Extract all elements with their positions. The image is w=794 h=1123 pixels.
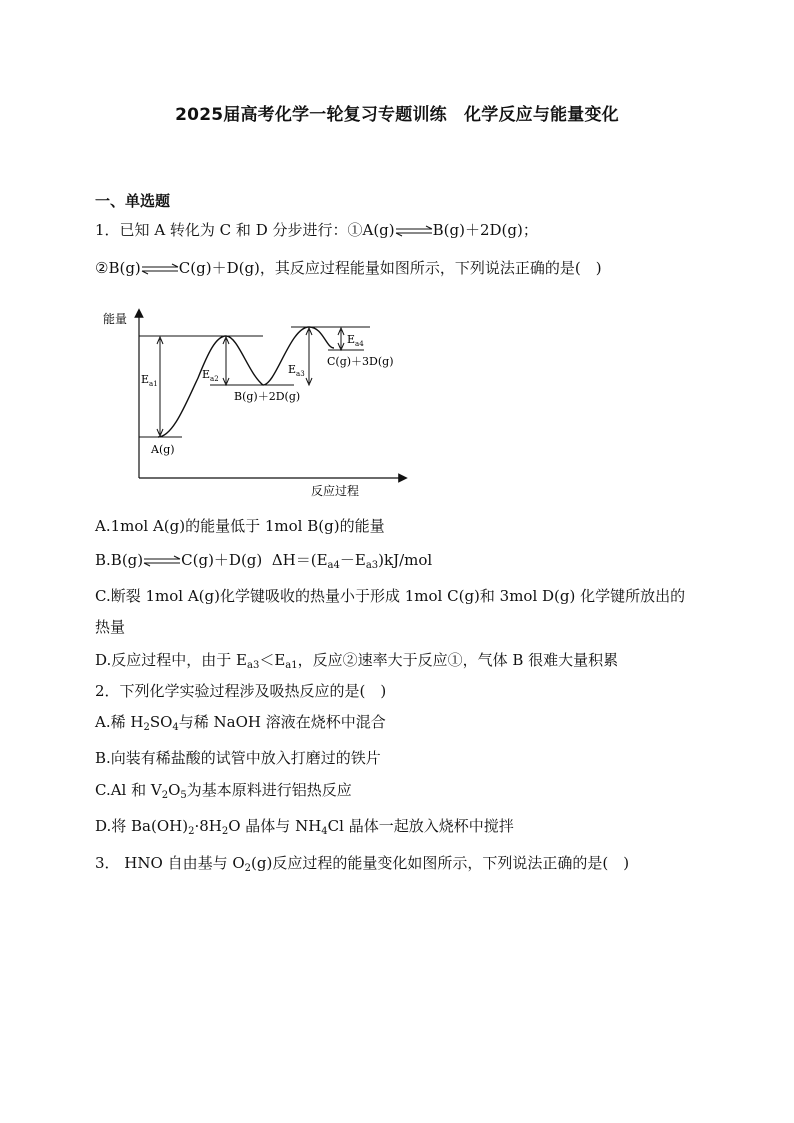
subscript: 4 bbox=[321, 826, 328, 837]
q1-stem-pre: 已知 A 转化为 C 和 D 分步进行：① bbox=[119, 221, 363, 239]
subscript: 4 bbox=[172, 722, 179, 733]
q1-option-b-unit: )kJ/mol bbox=[378, 551, 433, 569]
section-heading: 一、单选题 bbox=[95, 192, 171, 210]
subscript: a1 bbox=[285, 660, 298, 671]
y-axis-label: 能量 bbox=[103, 312, 128, 326]
subscript: a3 bbox=[365, 560, 379, 571]
q1-number: 1． bbox=[95, 221, 120, 239]
label-ea1: $E_{a1}$ bbox=[141, 373, 158, 388]
q3-stem-pre: 3． HNO 自由基与 O bbox=[95, 854, 245, 872]
q1-step1-right: B(g)＋2D(g)； bbox=[432, 221, 538, 239]
q1-stem-line1 bbox=[95, 219, 538, 241]
q2-option-d-pre: D.将 Ba(OH) bbox=[95, 817, 189, 835]
q1-option-c-line2: 热量 bbox=[95, 618, 126, 636]
q1-option-d bbox=[95, 649, 618, 677]
q2-option-a-post: 与稀 NaOH 溶液在烧杯中混合 bbox=[178, 713, 386, 731]
subscript: a4 bbox=[327, 560, 340, 571]
q1-step2-right: C(g)＋D(g) bbox=[178, 259, 260, 277]
label-state-b: B(g)＋2D(g) bbox=[234, 390, 301, 403]
equilibrium-arrow-icon bbox=[143, 555, 181, 567]
subscript: 2 bbox=[244, 863, 252, 874]
q1-option-a: A.1mol A(g)的能量低于 1mol B(g)的能量 bbox=[95, 517, 385, 535]
q1-option-d-pre: D.反应过程中，由于 E bbox=[95, 651, 247, 669]
q1-option-b-minus: －E bbox=[339, 551, 366, 569]
subscript: 5 bbox=[180, 790, 187, 801]
q1-stem-line2 bbox=[95, 257, 602, 279]
label-ea4: $E_{a4}$ bbox=[347, 333, 364, 348]
label-ea2: $E_{a2}$ bbox=[202, 368, 219, 383]
q2-option-d bbox=[95, 815, 514, 843]
equilibrium-arrow-icon bbox=[141, 263, 179, 275]
q2-option-c-post: 为基本原料进行铝热反应 bbox=[186, 781, 352, 799]
q1-option-b-dh: ΔH＝(E bbox=[271, 551, 328, 569]
q1-step2-left: B(g) bbox=[108, 259, 141, 277]
q1-option-b bbox=[95, 549, 432, 577]
q3-stem bbox=[95, 852, 629, 880]
q1-option-b-right: C(g)＋D(g) bbox=[181, 551, 263, 569]
subscript: 2 bbox=[143, 722, 150, 733]
subscript: a3 bbox=[246, 660, 260, 671]
q2-option-c-pre: C.Al 和 V bbox=[95, 781, 162, 799]
q1-option-b-prefix: B. bbox=[95, 551, 111, 569]
q1-step2-num: ② bbox=[95, 259, 109, 277]
label-state-c: C(g)＋3D(g) bbox=[327, 355, 394, 368]
subscript: 2 bbox=[221, 826, 229, 837]
q2-option-a-pre: A.稀 H bbox=[95, 713, 144, 731]
document-title: 2025届高考化学一轮复习专题训练 化学反应与能量变化 bbox=[175, 105, 619, 125]
q1-step1-left: A(g) bbox=[362, 221, 395, 239]
q2-option-d-mid: ·8H bbox=[194, 817, 222, 835]
q2-option-a bbox=[95, 711, 386, 739]
q2-option-c-mid: O bbox=[168, 781, 181, 799]
q1-stem-post: ，其反应过程能量如图所示，下列说法正确的是( ) bbox=[259, 259, 602, 277]
energy-diagram bbox=[98, 303, 418, 503]
label-ea3: $E_{a3}$ bbox=[288, 363, 305, 378]
equilibrium-arrow-icon bbox=[395, 225, 433, 237]
q2-stem: 2．下列化学实验过程涉及吸热反应的是( ) bbox=[95, 682, 387, 700]
subscript: 2 bbox=[188, 826, 195, 837]
q2-option-a-mid: SO bbox=[149, 713, 173, 731]
q3-stem-post: (g)反应过程的能量变化如图所示，下列说法正确的是( ) bbox=[251, 854, 630, 872]
q1-option-c-line1: C.断裂 1mol A(g)化学键吸收的热量小于形成 1mol C(g)和 3mol D(g) 化学键所放出的 bbox=[95, 587, 686, 605]
q2-option-c bbox=[95, 779, 352, 807]
q2-option-b: B.向装有稀盐酸的试管中放入打磨过的铁片 bbox=[95, 749, 381, 767]
q2-option-d-mid2: O 晶体与 NH bbox=[228, 817, 322, 835]
subscript: 2 bbox=[161, 790, 169, 801]
q2-option-d-post: Cl 晶体一起放入烧杯中搅拌 bbox=[327, 817, 514, 835]
q1-option-d-post: ，反应②速率大于反应①，气体 B 很难大量积累 bbox=[297, 651, 619, 669]
x-axis-label: 反应过程 bbox=[311, 484, 360, 498]
q1-option-d-mid: ＜E bbox=[259, 651, 286, 669]
q1-option-b-left: B(g) bbox=[110, 551, 144, 569]
label-state-a: A(g) bbox=[151, 443, 175, 456]
